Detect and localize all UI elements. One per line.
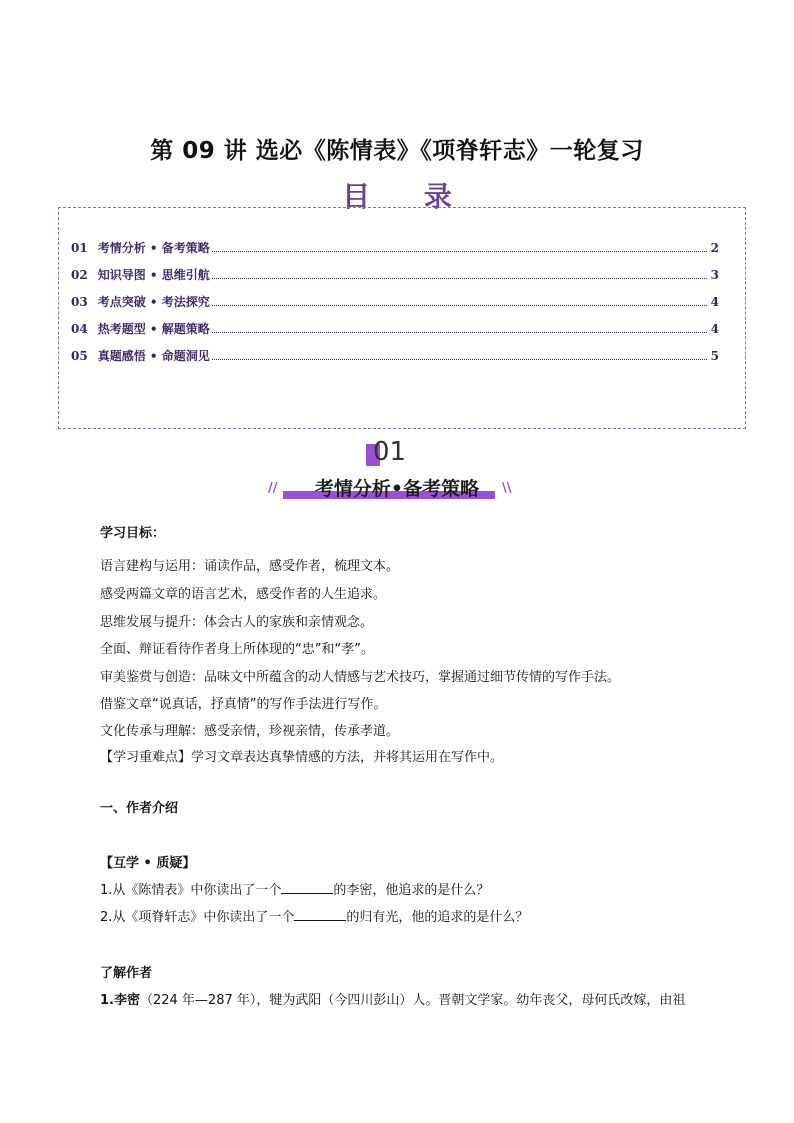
toc-item-page: 5 — [710, 349, 719, 363]
question-2 — [100, 906, 528, 925]
goals-heading: 学习目标： — [100, 526, 166, 541]
toc-item-label: 知识导图 • 思维引航 — [97, 268, 210, 282]
toc-item-number: 01 — [71, 241, 88, 255]
author-bio — [100, 989, 685, 1008]
page-title: 第 09 讲 选必《陈情表》《项脊轩志》一轮复习 — [150, 138, 644, 164]
toc-item-page: 2 — [710, 241, 719, 255]
toc-item-number: 05 — [71, 349, 88, 363]
goal-item: 感受两篇文章的语言艺术，感受作者的人生追求。 — [100, 587, 387, 602]
question-1 — [100, 879, 489, 898]
goal-item: 文化传承与理解：感受亲情，珍视亲情，传承孝道。 — [100, 724, 400, 739]
toc-item-number: 02 — [71, 268, 88, 282]
toc-item-label: 考点突破 • 考法探究 — [97, 295, 210, 309]
toc-leader-dots — [212, 331, 707, 333]
question-1-suffix: 的李密，他追求的是什么？ — [333, 883, 490, 898]
toc-item-5[interactable] — [71, 347, 719, 363]
goal-item: 借鉴文章“说真话，抒真情”的写作手法进行写作。 — [100, 697, 387, 712]
toc-item-2[interactable] — [71, 266, 719, 282]
author-bio-text: （224 年—287 年），犍为武阳（今四川彭山）人。晋朝文学家。幼年丧父，母何氏改嫁，由祖 — [139, 993, 686, 1008]
answer-blank[interactable] — [294, 908, 346, 921]
toc-item-4[interactable] — [71, 320, 719, 336]
toc-leader-dots — [212, 277, 707, 279]
toc-leader-dots — [212, 304, 707, 306]
question-2-prefix: 2.从《项脊轩志》中你读出了一个 — [100, 910, 295, 925]
know-author-heading: 了解作者 — [100, 966, 153, 981]
toc-item-3[interactable] — [71, 293, 719, 309]
toc-item-label: 真题感悟 • 命题洞见 — [97, 349, 210, 363]
section-title: 考情分析•备考策略 — [314, 478, 480, 500]
toc-heading: 目 录 — [342, 180, 474, 213]
author-bio-name: 1.李密 — [100, 993, 140, 1008]
answer-blank[interactable] — [281, 881, 333, 894]
toc-item-number: 03 — [71, 295, 88, 309]
goal-item: 全面、辩证看待作者身上所体现的“忠”和“孝”。 — [100, 642, 374, 657]
toc-item-page: 3 — [710, 268, 719, 282]
key-difficulty: 【学习重难点】学习文章表达真挚情感的方法，并将其运用在写作中。 — [100, 750, 504, 765]
toc-item-1[interactable] — [71, 239, 719, 255]
toc-leader-dots — [212, 358, 707, 360]
toc-item-label: 热考题型 • 解题策略 — [97, 322, 210, 336]
table-of-contents — [58, 207, 746, 429]
toc-item-page: 4 — [710, 295, 719, 309]
goal-item: 审美鉴赏与创造：品味文中所蕴含的动人情感与艺术技巧，掌握通过细节传情的写作手法。 — [100, 670, 621, 685]
question-2-suffix: 的归有光，他的追求的是什么？ — [346, 910, 529, 925]
author-heading: 一、作者介绍 — [100, 801, 179, 816]
goal-item: 语言建构与运用：诵读作品，感受作者，梳理文本。 — [100, 559, 400, 574]
qa-heading: 【互学 • 质疑】 — [100, 856, 196, 871]
toc-item-number: 04 — [71, 322, 88, 336]
toc-item-label: 考情分析 • 备考策略 — [97, 241, 210, 255]
toc-item-page: 4 — [710, 322, 719, 336]
section-slash-right: \\ — [502, 481, 512, 496]
question-1-prefix: 1.从《陈情表》中你读出了一个 — [100, 883, 282, 898]
toc-leader-dots — [212, 250, 707, 252]
section-slash-left: // — [268, 481, 278, 496]
section-number: 01 — [373, 437, 407, 467]
goal-item: 思维发展与提升：体会古人的家族和亲情观念。 — [100, 615, 374, 630]
